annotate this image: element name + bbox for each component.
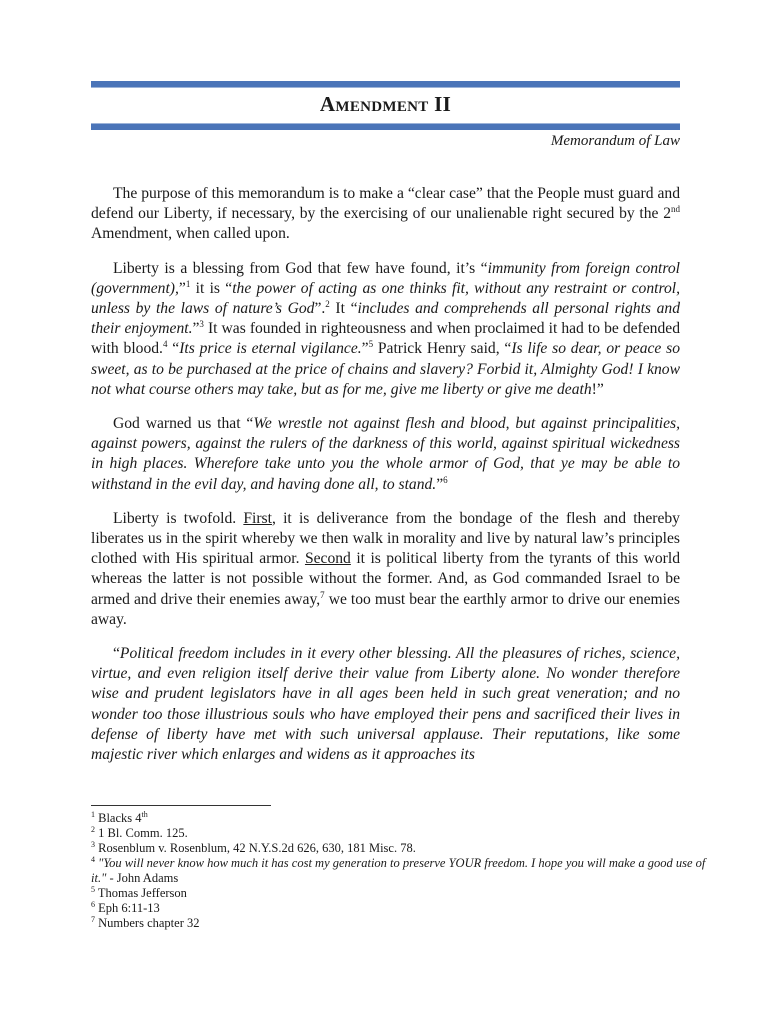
footnote-text: - John Adams xyxy=(106,871,179,885)
footnote-number: 4 xyxy=(91,854,95,864)
footnote-text: Blacks 4 xyxy=(98,811,142,825)
quote: immunity from foreign control (government), xyxy=(91,259,680,297)
footnote-number: 2 xyxy=(91,824,95,834)
footnote-3 xyxy=(91,841,711,856)
page-title: Amendment II xyxy=(319,92,452,116)
footnote-1 xyxy=(91,811,711,826)
header-rule-top xyxy=(91,81,680,88)
footnote-ref-5[interactable]: 5 xyxy=(368,339,374,350)
footnote-ref-4[interactable]: 4 xyxy=(162,339,168,350)
text: It was founded in righteousness and when proclaimed it had to be defended with blood. xyxy=(91,320,680,358)
text: Amendment, when called upon. xyxy=(91,225,290,243)
footnote-number: 3 xyxy=(91,839,95,849)
text: it is political liberty from the tyrants of this world whereas the latter is not possible without the former. And, as God commanded Israel to be armed and drive their enemies away, xyxy=(91,550,681,608)
text: !” xyxy=(591,380,604,398)
text: ” xyxy=(178,279,186,297)
superscript: nd xyxy=(671,204,680,215)
text: it is “ xyxy=(190,279,233,297)
text: “ xyxy=(113,645,120,663)
memorandum-body xyxy=(91,184,680,779)
text: we too must bear the earthly armor to drive our enemies away. xyxy=(91,590,680,628)
text: ” xyxy=(192,320,200,338)
footnote-number: 6 xyxy=(91,899,95,909)
footnote-text: Numbers chapter 32 xyxy=(98,916,200,930)
text: , it is deliverance from the bondage of the flesh and thereby liberates us in the spirit whereby we then walk in morality and live by natural law’s principles clothed with His spiritual armor. xyxy=(91,509,680,568)
footnote-text: Rosenblum v. Rosenblum, 42 N.Y.S.2d 626, 630, 181 Misc. 78. xyxy=(98,841,416,855)
footnote-ref-1[interactable]: 1 xyxy=(185,278,191,289)
footnote-ref-2[interactable]: 2 xyxy=(325,298,330,309)
text: ” xyxy=(361,340,369,358)
footnote-number: 5 xyxy=(91,884,95,894)
footnote-text: Eph 6:11-13 xyxy=(98,901,160,915)
quote: We wrestle not against flesh and blood, but against principalities, against powers, against the rulers of the darkness of this world, against spiritual wickedness in high places. Wherefore take unto you the whole armor of God, that ye may be able to withstand in the evil day, and having done all, to stand. xyxy=(91,415,681,493)
quote: Is life so dear, or peace so sweet, as to be purchased at the price of chains and slavery? Forbid it, Almighty God! I know not what course others may take, but as for me, give me liberty or give me death xyxy=(91,340,681,398)
footnote-ref-7[interactable]: 7 xyxy=(320,589,325,600)
footnote-separator xyxy=(91,805,271,806)
paragraph-4 xyxy=(91,509,680,630)
superscript: th xyxy=(141,809,148,819)
footnote-2 xyxy=(91,826,711,841)
text: ” xyxy=(436,475,444,493)
text: ”. xyxy=(314,300,326,318)
quote: the power of acting as one thinks fit, without any restraint or control, unless by the laws of nature’s God xyxy=(91,279,680,318)
quote: Its price is eternal vigilance. xyxy=(179,340,362,358)
header-rule-bottom xyxy=(91,123,680,130)
text: Liberty is a blessing from God that few have found, it’s “ xyxy=(113,259,488,277)
text: Patrick Henry said, “ xyxy=(373,340,512,358)
text: God warned us that “ xyxy=(113,415,254,433)
subtitle: Memorandum of Law xyxy=(550,133,680,149)
footnote-4 xyxy=(91,856,711,886)
paragraph-5 xyxy=(91,644,680,765)
paragraph-3 xyxy=(91,414,680,495)
paragraph-1 xyxy=(91,184,680,245)
text: It “ xyxy=(329,300,358,318)
footnote-number: 7 xyxy=(91,914,95,924)
underlined-text: First xyxy=(243,509,272,527)
footnote-number: 1 xyxy=(91,809,95,819)
footnote-ref-6[interactable]: 6 xyxy=(443,474,448,485)
underlined-text: Second xyxy=(304,550,351,568)
text: “ xyxy=(167,340,180,358)
footnote-5 xyxy=(91,886,711,901)
quote: Political freedom includes in it every other blessing. All the pleasures of riches, science, virtue, and even religion itself derive their value from Liberty alone. No wonder therefore wise and prudent legislators have in all ages been held in such great veneration; and no wonder too those illustrious souls who have employed their pens and sacrificed their lives in defense of liberty have met with such universal applause. Their reputations, like some majestic river which enlarges and widens as it approaches its xyxy=(91,645,680,764)
footnote-text: 1 Bl. Comm. 125. xyxy=(98,826,188,840)
footnotes xyxy=(91,811,711,931)
footnote-quote: "You will never know how much it has cost my generation to preserve YOUR freedom. I hope you will make a good use of it." xyxy=(91,856,706,885)
footnote-ref-3[interactable]: 3 xyxy=(199,319,204,330)
footnote-6 xyxy=(91,901,711,916)
text: Liberty is twofold. xyxy=(113,509,244,527)
text: The purpose of this memorandum is to make a “clear case” that the People must guard and defend our Liberty, if necessary, by the exercising of our unalienable right secured by the 2 xyxy=(91,185,680,223)
footnote-text: Thomas Jefferson xyxy=(97,886,187,900)
footnote-7 xyxy=(91,916,711,931)
paragraph-2 xyxy=(91,259,680,400)
quote: includes and comprehends all personal rights and their enjoyment. xyxy=(91,300,680,338)
